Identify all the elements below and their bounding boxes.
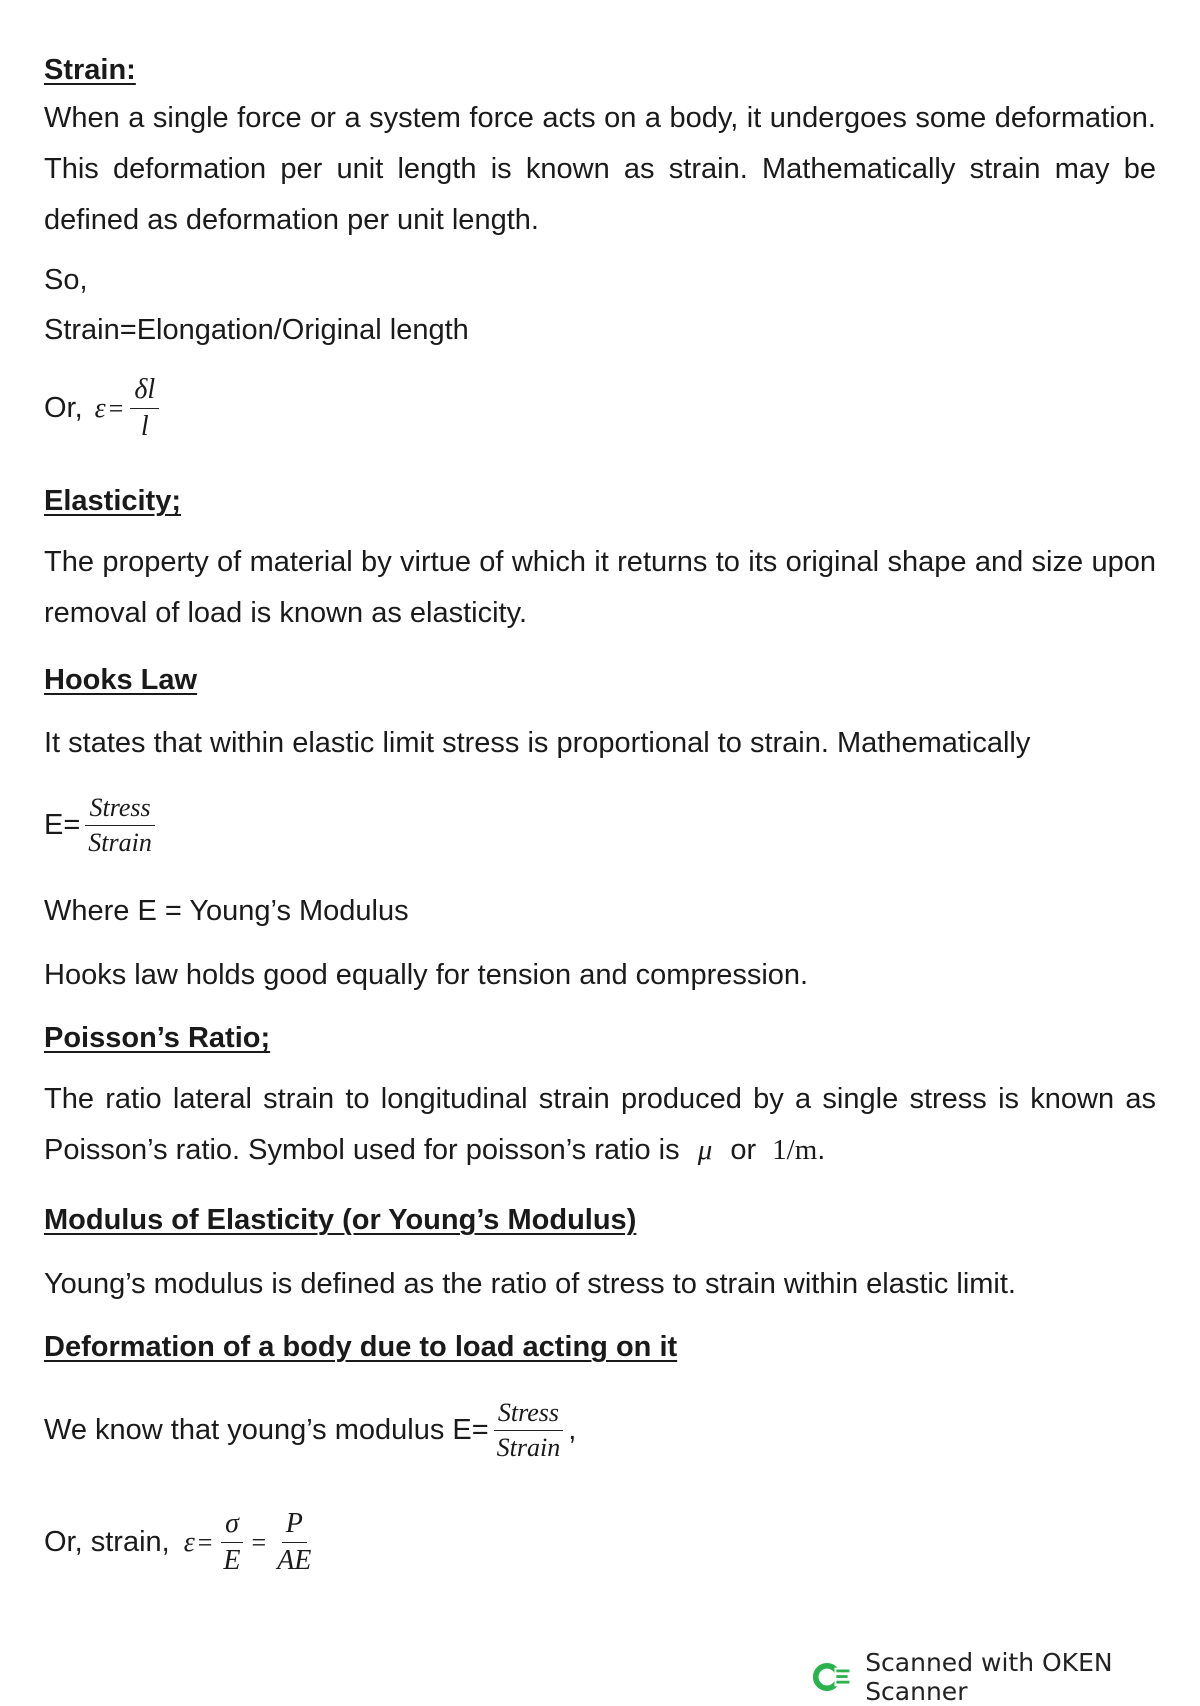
strain-eq-prefix: Or, xyxy=(44,392,83,425)
heading-poissons-ratio: Poisson’s Ratio; xyxy=(44,1022,271,1054)
deformation-equation-2 xyxy=(44,1508,319,1577)
deformation-fraction-ae: AE xyxy=(277,1545,312,1577)
deformation-eq1-suffix: , xyxy=(568,1413,577,1446)
deformation-fraction-p-ae xyxy=(273,1508,315,1577)
modulus-paragraph: Young’s modulus is defined as the ratio of stress to strain within elastic limit. xyxy=(44,1268,1016,1300)
strain-fraction xyxy=(130,374,159,443)
hooks-eq-lhs: E= xyxy=(44,808,81,841)
heading-hooks-law: Hooks Law xyxy=(44,664,198,696)
poisson-text: The ratio lateral strain to longitudinal strain produced by a single stress is known as Poisson’s ratio. Symbol used for poisson’s ratio is xyxy=(44,1083,1156,1166)
deformation-equation-1 xyxy=(44,1398,576,1463)
deformation-eq2-equals-1: = xyxy=(197,1527,213,1557)
hooks-fraction-denominator: Strain xyxy=(88,827,152,857)
deformation-eq2-equals-2: = xyxy=(251,1527,267,1557)
heading-strain: Strain: xyxy=(44,54,136,86)
deformation-fraction-sigma-e xyxy=(219,1508,244,1577)
hooks-law-where: Where E = Young’s Modulus xyxy=(44,895,409,927)
poisson-end: . xyxy=(817,1134,826,1166)
deformation-fraction-sigma: σ xyxy=(221,1508,243,1543)
scanner-watermark xyxy=(812,1648,1200,1706)
deformation-fraction-1-numerator: Stress xyxy=(494,1398,563,1431)
poisson-or: or xyxy=(730,1134,757,1166)
heading-elasticity: Elasticity; xyxy=(44,485,181,517)
hooks-fraction xyxy=(84,793,156,858)
hooks-fraction-numerator: Stress xyxy=(85,793,154,826)
scanner-watermark-text: Scanned with OKEN Scanner xyxy=(865,1648,1113,1706)
deformation-fraction-1 xyxy=(493,1398,565,1463)
heading-deformation: Deformation of a body due to load acting on it xyxy=(44,1331,678,1363)
strain-definition: Strain=Elongation/Original length xyxy=(44,314,469,346)
strain-equation xyxy=(44,374,163,443)
deformation-fraction-e: E xyxy=(223,1545,241,1577)
deformation-eq2-epsilon: ε xyxy=(183,1526,195,1558)
deformation-eq1-prefix: We know that young’s modulus E= xyxy=(44,1413,489,1446)
heading-modulus-of-elasticity: Modulus of Elasticity (or Young’s Modulus) xyxy=(44,1204,637,1236)
oken-scanner-logo-icon xyxy=(812,1659,853,1695)
poisson-paragraph xyxy=(44,1074,1156,1176)
poisson-symbol-mu: μ xyxy=(697,1134,713,1166)
deformation-eq2-prefix: Or, strain, xyxy=(44,1526,170,1559)
hooks-law-paragraph: It states that within elastic limit stress is proportional to strain. Mathematically xyxy=(44,727,1031,759)
hooks-law-equation xyxy=(44,793,160,858)
poisson-symbol-1-over-m: 1/m xyxy=(772,1134,818,1166)
strain-fraction-numerator: δl xyxy=(130,374,159,409)
strain-eq-epsilon: ε xyxy=(94,392,106,424)
hooks-law-note: Hooks law holds good equally for tension and compression. xyxy=(44,959,809,991)
strain-paragraph: When a single force or a system force acts on a body, it undergoes some deformation. This deformation per unit length is known as strain. Mathematically strain may be defined as deformation per unit length. xyxy=(44,102,1156,236)
deformation-fraction-1-denominator: Strain xyxy=(496,1432,561,1462)
strain-fraction-denominator: l xyxy=(140,411,149,443)
strain-eq-equals: = xyxy=(108,393,124,423)
elasticity-paragraph: The property of material by virtue of which it returns to its original shape and size upon removal of load is known as elasticity. xyxy=(44,546,1156,629)
deformation-fraction-p: P xyxy=(282,1508,307,1543)
strain-so: So, xyxy=(44,264,88,296)
